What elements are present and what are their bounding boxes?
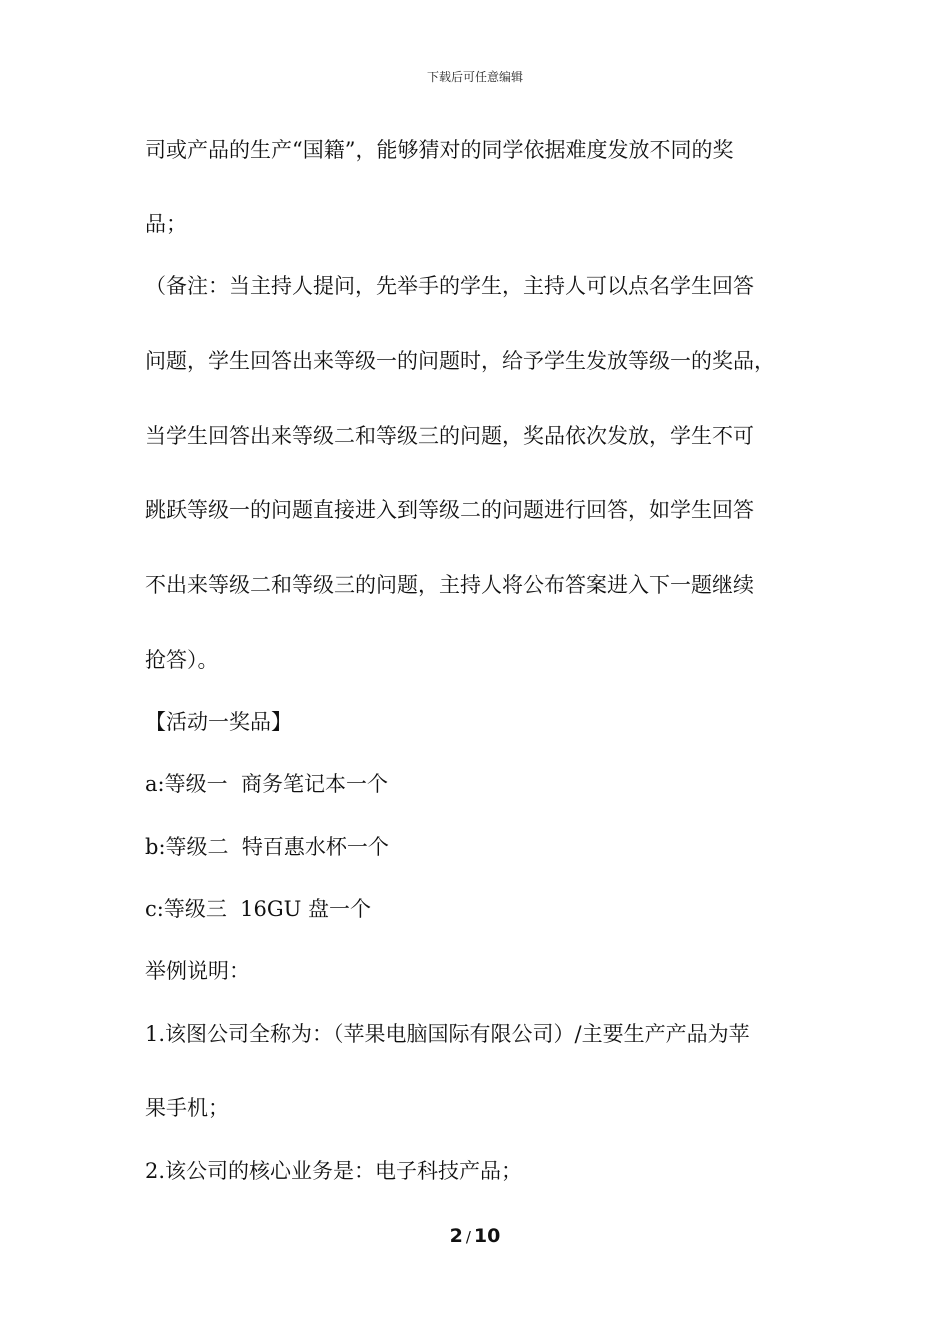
section-heading: 【活动一奖品】 xyxy=(145,710,292,734)
body-line: （备注：当主持人提问，先举手的学生，主持人可以点名学生回答 xyxy=(145,274,754,298)
body-line: 果手机； xyxy=(145,1096,229,1120)
current-page: 2 xyxy=(449,1225,463,1247)
page-header: 下载后可任意编辑 xyxy=(426,70,523,84)
example-heading: 举例说明： xyxy=(145,959,250,983)
body-line: 品； xyxy=(145,212,187,236)
page-separator: / xyxy=(465,1228,471,1246)
body-line: 抢答）。 xyxy=(145,648,219,672)
page-number xyxy=(0,1225,950,1247)
body-line: 1.该图公司全称为：（苹果电脑国际有限公司）/主要生产产品为苹 xyxy=(145,1022,750,1046)
body-line: 跳跃等级一的问题直接进入到等级二的问题进行回答，如学生回答 xyxy=(145,498,754,522)
body-line: 问题，学生回答出来等级一的问题时，给予学生发放等级一的奖品， xyxy=(145,349,775,373)
body-line: 不出来等级二和等级三的问题，主持人将公布答案进入下一题继续 xyxy=(145,573,754,597)
body-line: 当学生回答出来等级二和等级三的问题，奖品依次发放，学生不可 xyxy=(145,424,754,448)
body-line: 2.该公司的核心业务是：电子科技产品； xyxy=(145,1159,523,1183)
total-pages: 10 xyxy=(473,1225,501,1247)
prize-item: c:等级三 16GU 盘一个 xyxy=(145,897,372,921)
body-line: 司或产品的生产“国籍”，能够猜对的同学依据难度发放不同的奖 xyxy=(145,138,734,162)
prize-item: b:等级二 特百惠水杯一个 xyxy=(145,835,389,859)
prize-item: a:等级一 商务笔记本一个 xyxy=(145,772,388,796)
